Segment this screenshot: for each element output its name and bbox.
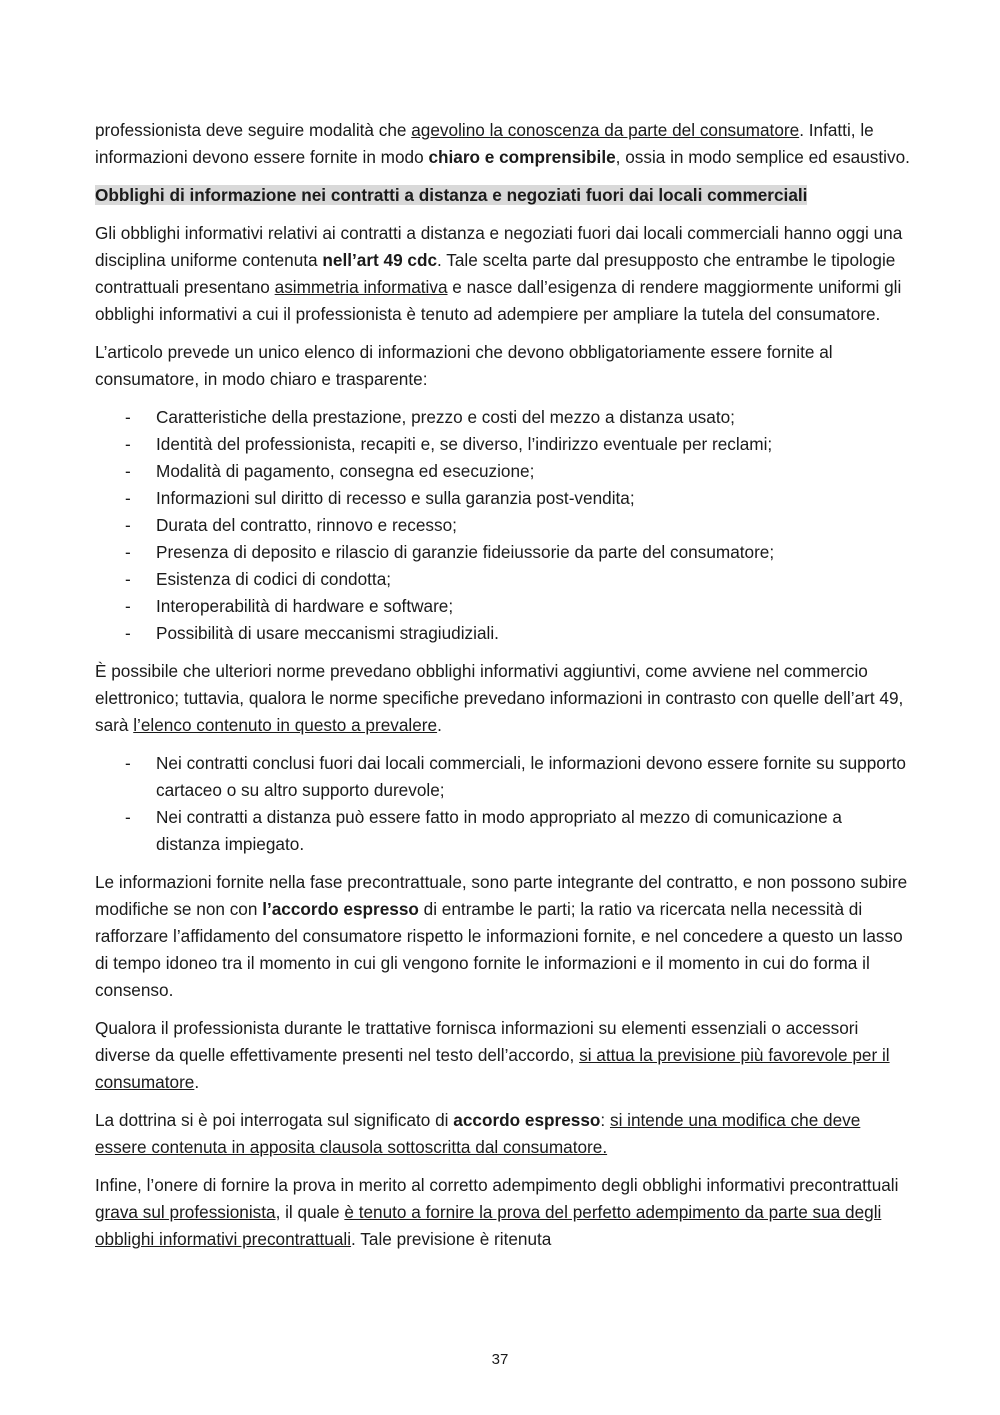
underlined-text: agevolino la conoscenza da parte del consumatore <box>411 120 800 140</box>
page-number: 37 <box>491 1351 509 1368</box>
paragraph-list-intro: L’articolo prevede un unico elenco di informazioni che devono obbligatoriamente essere fornite al consumatore, in modo chiaro e trasparente: <box>95 342 833 389</box>
dash-bullet: - <box>125 542 131 562</box>
dash-bullet: - <box>125 407 131 427</box>
paragraph-negotiations: Qualora il professionista durante le trattative fornisca informazioni su elementi essenziali o accessori diverse da quelle effettivamente presenti nel testo dell’accordo, si attua la previsione più favorevole per il consumatore. <box>95 1018 890 1092</box>
dash-bullet: - <box>125 461 131 481</box>
document-body <box>95 117 910 1264</box>
list-item: - Interoperabilità di hardware e software; <box>95 593 910 620</box>
information-list <box>95 404 910 647</box>
list-item: - Nei contratti conclusi fuori dai locali commerciali, le informazioni devono essere fornite su supporto cartaceo o su altro supporto durevole; <box>95 750 910 804</box>
bold-text: l’accordo espresso <box>262 899 419 919</box>
bold-text: chiaro e comprensibile <box>428 147 616 167</box>
paragraph-burden-of-proof: Infine, l’onere di fornire la prova in merito al corretto adempimento degli obblighi informativi precontrattuali grava sul professionista, il quale è tenuto a fornire la prova del perfetto adempimento da parte sua degli obblighi informativi precontrattuali. Tale previsione è ritenuta <box>95 1175 899 1249</box>
dash-bullet: - <box>125 623 131 643</box>
paragraph-intro: professionista deve seguire modalità che agevolino la conoscenza da parte del consumatore. Infatti, le informazioni devono essere fornite in modo chiaro e comprensibile, ossia in modo semplice ed esaustivo. <box>95 120 910 167</box>
underlined-text: grava sul professionista <box>95 1202 276 1222</box>
paragraph-art49: Gli obblighi informativi relativi ai contratti a distanza e negoziati fuori dai locali commerciali hanno oggi una disciplina uniforme contenuta nell’art 49 cdc. Tale scelta parte dal presupposto che entrambe le tipologie contrattuali presentano asimmetria informativa e nasce dall’esigenza di rendere maggiormente uniformi gli obblighi informativi a cui il professionista è tenuto ad adempiere per ampliare la tutela del consumatore. <box>95 223 903 324</box>
dash-bullet: - <box>125 434 131 454</box>
underlined-text: si attua la previsione più favorevole per il consumatore <box>95 1045 890 1092</box>
bold-text: accordo espresso <box>453 1110 601 1130</box>
dash-bullet: - <box>125 515 131 535</box>
underlined-text: l’elenco contenuto in questo a prevalere <box>133 715 438 735</box>
dash-bullet: - <box>125 569 131 589</box>
list-item: - Esistenza di codici di condotta; <box>95 566 910 593</box>
contract-type-list <box>95 750 910 858</box>
list-item: - Durata del contratto, rinnovo e recesso; <box>95 512 910 539</box>
list-item: - Identità del professionista, recapiti e, se diverso, l’indirizzo eventuale per reclami; <box>95 431 910 458</box>
dash-bullet: - <box>125 596 131 616</box>
underlined-text: è tenuto a fornire la prova del perfetto adempimento da parte sua degli obblighi informativi precontrattuali <box>95 1202 882 1249</box>
section-heading: Obblighi di informazione nei contratti a distanza e negoziati fuori dai locali commerciali <box>95 185 808 205</box>
dash-bullet: - <box>125 488 131 508</box>
list-item: - Modalità di pagamento, consegna ed esecuzione; <box>95 458 910 485</box>
paragraph-precontractual: Le informazioni fornite nella fase precontrattuale, sono parte integrante del contratto, e non possono subire modifiche se non con l’accordo espresso di entrambe le parti; la ratio va ricercata nella necessità di rafforzare l’affidamento del consumatore rispetto le informazioni fornite, e nel concedere a questo un lasso di tempo idoneo tra il momento in cui gli vengono fornite le informazioni e il momento in cui do forma il consenso. <box>95 872 908 1000</box>
bold-text: nell’art 49 cdc <box>322 250 438 270</box>
list-item: - Possibilità di usare meccanismi stragiudiziali. <box>95 620 910 647</box>
paragraph-additional-norms: È possibile che ulteriori norme prevedano obblighi informativi aggiuntivi, come avviene nel commercio elettronico; tuttavia, qualora le norme specifiche prevedano informazioni in contrasto con quelle dell’art 49, sarà l’elenco contenuto in questo a prevalere. <box>95 661 904 735</box>
list-item: - Caratteristiche della prestazione, prezzo e costi del mezzo a distanza usato; <box>95 404 910 431</box>
underlined-text: si intende una modifica che deve essere contenuta in apposita clausola sottoscritta dal consumatore. <box>95 1110 861 1157</box>
dash-bullet: - <box>125 753 131 773</box>
list-item: - Informazioni sul diritto di recesso e sulla garanzia post-vendita; <box>95 485 910 512</box>
list-item: - Nei contratti a distanza può essere fatto in modo appropriato al mezzo di comunicazione a distanza impiegato. <box>95 804 910 858</box>
underlined-text: asimmetria informativa <box>274 277 448 297</box>
dash-bullet: - <box>125 807 131 827</box>
list-item: - Presenza di deposito e rilascio di garanzie fideiussorie da parte del consumatore; <box>95 539 910 566</box>
paragraph-doctrine: La dottrina si è poi interrogata sul significato di accordo espresso: si intende una modifica che deve essere contenuta in apposita clausola sottoscritta dal consumatore. <box>95 1110 861 1157</box>
